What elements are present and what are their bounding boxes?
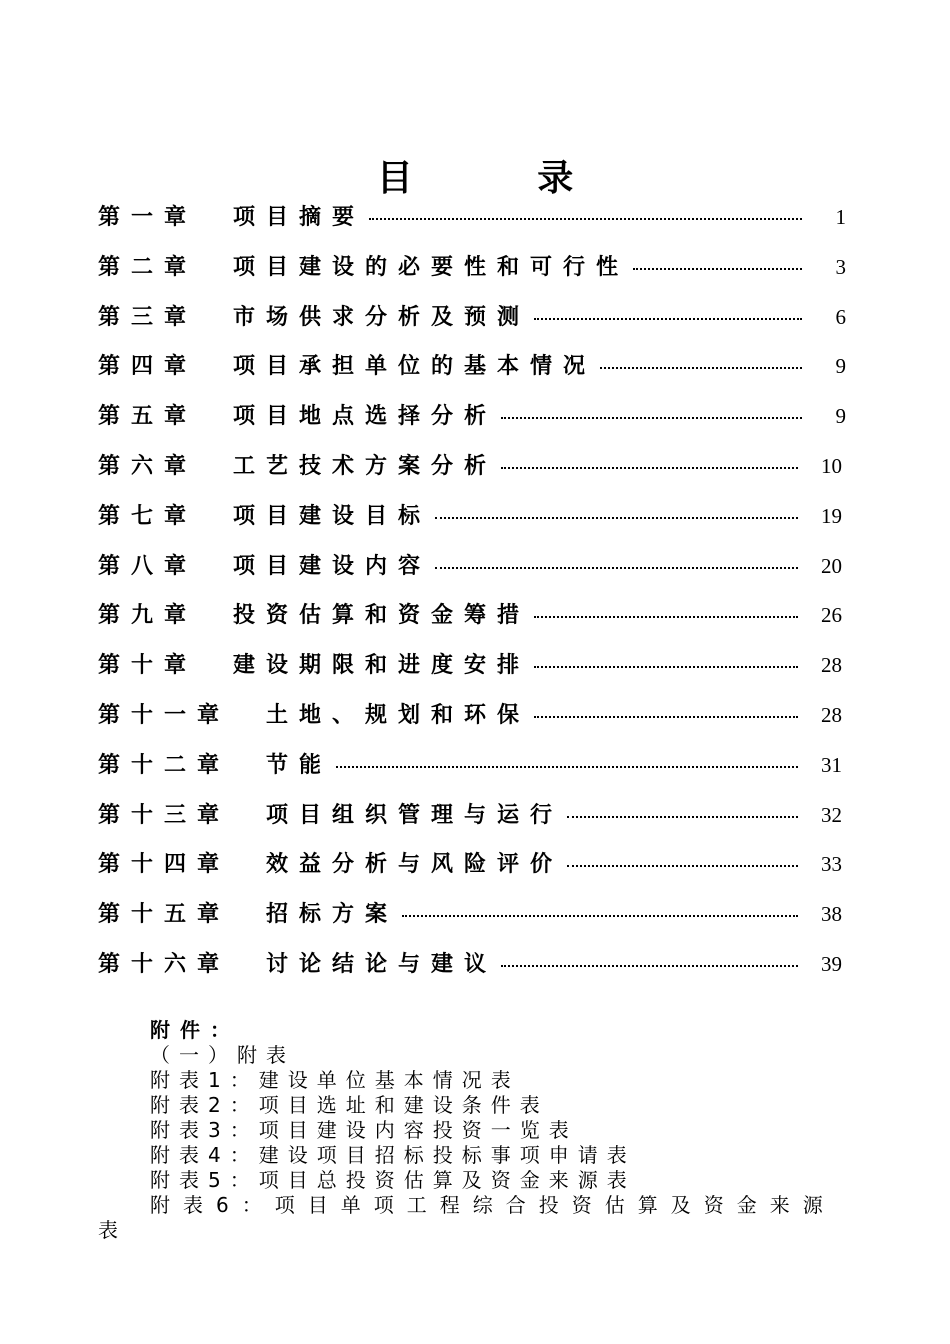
toc-leader-dots <box>633 268 802 270</box>
toc-entry[interactable] <box>98 798 846 848</box>
attachments-section <box>98 1018 848 1243</box>
toc-page-number: 32 <box>821 802 842 827</box>
toc-chapter-title <box>98 250 629 281</box>
toc-entry[interactable] <box>98 847 846 897</box>
toc-chapter-name: 项目建设目标 <box>233 503 432 529</box>
toc-leader-dots <box>369 218 802 220</box>
toc-leader-dots <box>567 865 798 867</box>
toc-chapter-name: 土地、规划和环保 <box>266 702 531 728</box>
toc-entry[interactable] <box>98 549 846 599</box>
toc-chapter-title <box>98 698 530 729</box>
toc-chapter-title <box>98 499 431 530</box>
attachment-item-6-wrap: 表 <box>98 1218 118 1242</box>
attachment-item[interactable]: 附表3：项目建设内容投资一览表 <box>150 1118 578 1142</box>
toc-chapter-number: 第九章 <box>98 603 198 629</box>
attachment-list <box>98 1068 848 1193</box>
toc-chapter-number: 第十二章 <box>98 752 231 778</box>
toc-chapter-name: 项目建设的必要性和可行性 <box>233 254 630 280</box>
toc-page-number: 3 <box>835 254 846 279</box>
toc-entry[interactable] <box>98 250 846 300</box>
toc-entry[interactable] <box>98 598 846 648</box>
toc-chapter-name: 节能 <box>266 752 333 778</box>
toc-entry[interactable] <box>98 300 846 350</box>
toc-chapter-number: 第六章 <box>98 453 198 479</box>
toc-leader-dots <box>567 816 798 818</box>
toc-chapter-name: 项目建设内容 <box>233 553 432 579</box>
toc-page-number: 28 <box>821 702 842 727</box>
toc-page-number: 26 <box>821 603 842 628</box>
attachment-item[interactable]: 附表4：建设项目招标投标事项申请表 <box>150 1143 636 1167</box>
toc-page-number: 31 <box>821 752 842 777</box>
toc-chapter-number: 第一章 <box>98 205 198 230</box>
toc-chapter-name: 项目组织管理与运行 <box>266 802 564 828</box>
toc-chapter-title <box>98 847 563 878</box>
attachments-group: （一）附表 <box>150 1043 295 1067</box>
toc-page-number: 38 <box>821 902 842 927</box>
toc-leader-dots <box>501 417 802 419</box>
toc-entry[interactable] <box>98 748 846 798</box>
toc-leader-dots <box>501 965 798 967</box>
page-title: 目 录 <box>376 158 630 199</box>
toc-chapter-name: 项目摘要 <box>233 205 366 230</box>
toc-entry[interactable] <box>98 200 846 250</box>
toc-entry[interactable] <box>98 648 846 698</box>
toc-chapter-name: 招标方案 <box>266 902 399 928</box>
toc-page-number: 9 <box>835 354 846 379</box>
attachment-item[interactable]: 附表2：项目选址和建设条件表 <box>150 1093 549 1117</box>
toc-chapter-number: 第五章 <box>98 404 198 430</box>
toc-chapter-number: 第八章 <box>98 553 198 579</box>
toc-leader-dots <box>501 467 798 469</box>
toc-leader-dots <box>435 517 798 519</box>
toc-chapter-name: 工艺技术方案分析 <box>233 453 498 479</box>
toc-chapter-number: 第十三章 <box>98 802 231 828</box>
attachments-heading: 附件： <box>150 1018 240 1042</box>
toc-leader-dots <box>534 716 798 718</box>
toc-page-number: 19 <box>821 503 842 528</box>
toc-leader-dots <box>402 915 798 917</box>
toc-leader-dots <box>534 616 798 618</box>
toc-chapter-number: 第十一章 <box>98 702 231 728</box>
toc-chapter-title <box>98 549 431 580</box>
toc-chapter-number: 第十五章 <box>98 902 231 928</box>
toc-chapter-name: 项目地点选择分析 <box>233 404 498 430</box>
toc-entry[interactable] <box>98 349 846 399</box>
toc-chapter-title <box>98 300 530 331</box>
toc-page-number: 28 <box>821 653 842 678</box>
toc-page-number: 39 <box>821 951 842 976</box>
toc-leader-dots <box>534 318 802 320</box>
toc-chapter-number: 第二章 <box>98 254 198 280</box>
toc-chapter-name: 市场供求分析及预测 <box>233 304 531 330</box>
toc-entry[interactable] <box>98 698 846 748</box>
toc-entry[interactable] <box>98 399 846 449</box>
toc-leader-dots <box>534 666 798 668</box>
toc-chapter-name: 讨论结论与建议 <box>266 951 498 977</box>
toc-chapter-number: 第十章 <box>98 653 198 679</box>
toc-chapter-title <box>98 399 497 430</box>
toc-chapter-title <box>98 798 563 829</box>
attachment-item[interactable]: 附表1：建设单位基本情况表 <box>150 1068 520 1092</box>
toc-chapter-title <box>98 897 398 928</box>
toc-entry[interactable] <box>98 499 846 549</box>
toc-chapter-title <box>98 748 332 779</box>
toc-entry[interactable] <box>98 449 846 499</box>
toc-chapter-title <box>98 349 596 380</box>
toc-chapter-title <box>98 598 530 629</box>
toc-entry[interactable] <box>98 897 846 947</box>
table-of-contents <box>98 200 846 997</box>
toc-chapter-number: 第三章 <box>98 304 198 330</box>
toc-page-number: 9 <box>835 404 846 429</box>
toc-chapter-title <box>98 648 530 679</box>
toc-leader-dots <box>600 367 802 369</box>
toc-chapter-number: 第十六章 <box>98 951 231 977</box>
toc-page-number: 1 <box>835 205 846 229</box>
toc-chapter-name: 投资估算和资金筹措 <box>233 603 531 629</box>
toc-page-number: 20 <box>821 553 842 578</box>
toc-entry[interactable] <box>98 947 846 997</box>
toc-page-number: 6 <box>835 304 846 329</box>
toc-chapter-name: 建设期限和进度安排 <box>233 653 531 679</box>
toc-leader-dots <box>435 567 798 569</box>
toc-chapter-number: 第七章 <box>98 503 198 529</box>
toc-chapter-title <box>98 449 497 480</box>
toc-chapter-name: 项目承担单位的基本情况 <box>233 354 597 380</box>
attachment-item-6[interactable]: 附表6：项目单项工程综合投资估算及资金来源 <box>150 1193 836 1217</box>
toc-chapter-name: 效益分析与风险评价 <box>266 852 564 878</box>
toc-chapter-number: 第四章 <box>98 354 198 380</box>
toc-leader-dots <box>336 766 798 768</box>
toc-chapter-number: 第十四章 <box>98 852 231 878</box>
toc-page-number: 33 <box>821 852 842 877</box>
toc-chapter-title <box>98 947 497 978</box>
toc-page-number: 10 <box>821 453 842 478</box>
toc-chapter-title <box>98 200 365 231</box>
attachment-item[interactable]: 附表5：项目总投资估算及资金来源表 <box>150 1168 636 1192</box>
